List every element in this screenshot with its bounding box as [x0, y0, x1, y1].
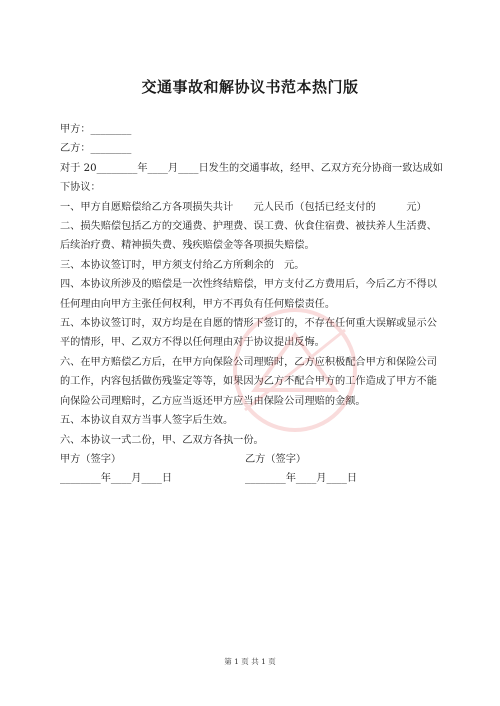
party-b-line: 乙方：________ [60, 143, 132, 155]
intro-line-1: 对于 20________年____月____日发生的交通事故，经甲、乙双方充分协商一致达成如 [60, 162, 443, 174]
clause-copies: 六、本协议一式二份，甲、乙双方各执一份。 [60, 434, 264, 446]
intro-line-2: 下协议： [60, 182, 101, 194]
signature-dates-row [60, 469, 440, 488]
document-body [60, 120, 443, 489]
clause-5-line-2: 平的情形，甲、乙双方不得以任何理由对于协议提出反悔。 [60, 337, 325, 349]
clause-2-line-1: 二、损失赔偿包括乙方的交通费、护理费、误工费、伙食住宿费、被扶养人生活费、 [60, 221, 437, 233]
party-a-signature-label: 甲方（签字） [60, 453, 122, 465]
party-b-signature-label: 乙方（签字） [245, 453, 307, 465]
document-title: 交通事故和解协议书范本热门版 [141, 78, 359, 96]
party-a-line: 甲方：________ [60, 124, 132, 135]
clause-5-line-1: 五、本协议签订时，双方均是在自愿的情形下签订的，不存在任何重大误解或显示公 [60, 318, 437, 330]
party-a-signature-date: ________年____月____日 [60, 473, 173, 485]
clause-6-line-2: 的工作，内容包括做伤残鉴定等等，如果因为乙方不配合甲方的工作造成了甲方不能 [60, 376, 437, 388]
clause-2-line-2: 后续治疗费、精神损失费、残疾赔偿金等各项损失赔偿。 [60, 240, 315, 252]
clause-3: 三、本协议签订时，甲方须支付给乙方所剩余的 元。 [60, 259, 305, 271]
clause-4-line-1: 四、本协议所涉及的赔偿是一次性终结赔偿，甲方支付乙方费用后，今后乙方不得以 [60, 279, 437, 291]
clause-1: 一、甲方自愿赔偿给乙方各项损失共计 元人民币（包括已经支付的 元） [60, 201, 427, 213]
clause-6-line-1: 六、在甲方赔偿乙方后，在甲方向保险公司理赔时，乙方应积极配合甲方和保险公司 [60, 356, 437, 368]
clause-effective: 五、本协议自双方当事人签字后生效。 [60, 415, 234, 427]
clause-6-line-3: 向保险公司理赔时，乙方应当返还甲方应当由保险公司理赔的金额。 [60, 395, 366, 407]
party-b-signature-date: ________年____月____日 [245, 473, 358, 485]
page-footer: 第 1 页 共 1 页 [224, 657, 276, 666]
clause-4-line-2: 任何理由向甲方主张任何权利，甲方不再负有任何赔偿责任。 [60, 298, 336, 310]
signature-labels-row [60, 450, 440, 469]
